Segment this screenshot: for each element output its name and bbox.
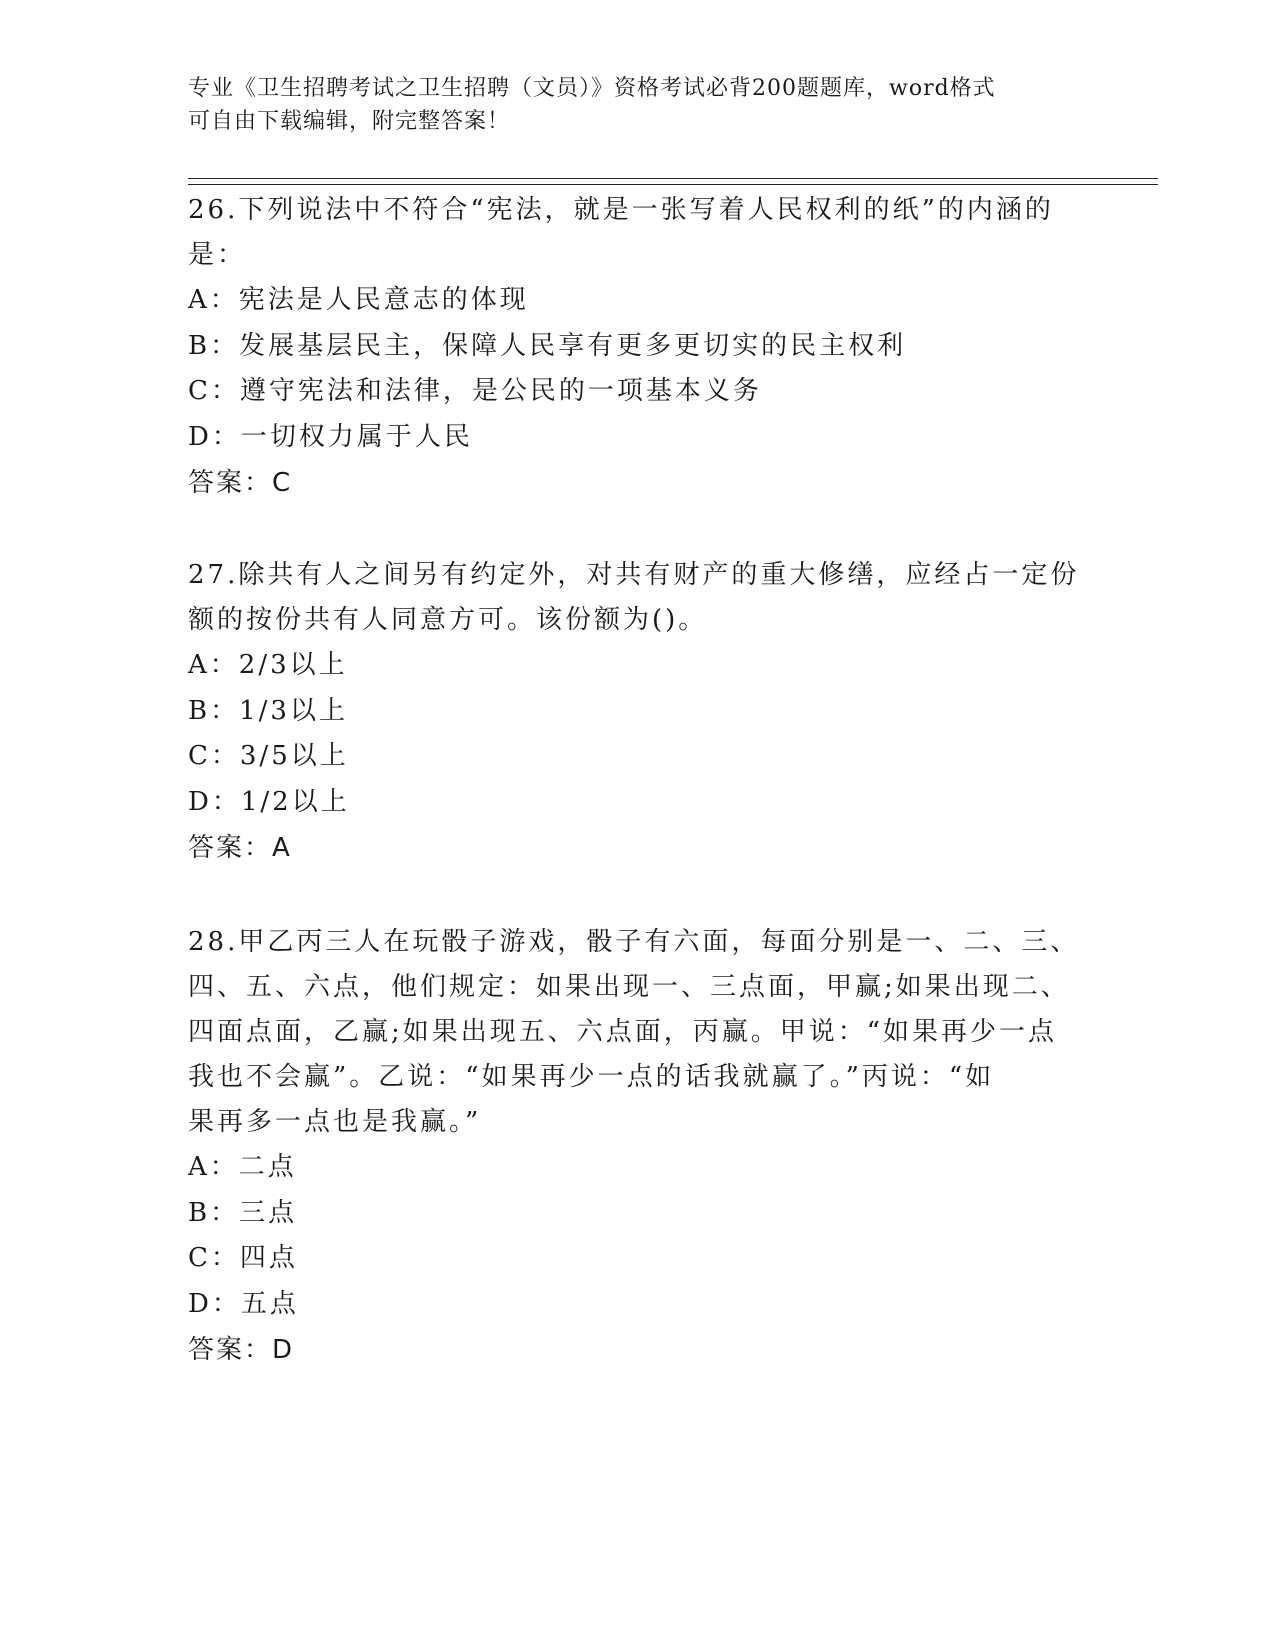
option-d: D：五点	[188, 1288, 299, 1319]
answer-label: 答案：A	[188, 833, 292, 863]
answer-label: 答案：C	[188, 468, 293, 498]
option-c: C：遵守宪法和法律，是公民的一项基本义务	[188, 376, 762, 406]
question-stem-line: 四面点面，乙赢;如果出现五、六点面，丙赢。甲说：“如果再少一点	[188, 1017, 1058, 1047]
question-stem-line: 我也不会赢”。乙说：“如果再少一点的话我就赢了。”丙说：“如	[188, 1062, 995, 1092]
option-d: D：1/2以上	[188, 786, 350, 817]
option-a: A：2/3以上	[188, 650, 348, 680]
question-stem-line: 28.甲乙丙三人在玩骰子游戏，骰子有六面，每面分别是一、二、三、	[188, 927, 1080, 957]
question-stem-line: 27.除共有人之间另有约定外，对共有财产的重大修缮，应经占一定份	[188, 560, 1080, 590]
option-b: B：三点	[188, 1197, 298, 1228]
answer-label: 答案：D	[188, 1335, 295, 1365]
option-c: C：3/5以上	[188, 741, 349, 771]
question-stem-line: 是：	[188, 240, 247, 270]
question-stem-line: 额的按份共有人同意方可。该份额为()。	[188, 605, 708, 635]
question-27	[188, 553, 1088, 871]
header-line-2: 可自由下载编辑，附完整答案！	[188, 109, 511, 134]
option-a: A：二点	[188, 1152, 297, 1182]
option-b: B：1/3以上	[188, 695, 348, 726]
question-26	[188, 188, 1088, 506]
header-line-1: 专业《卫生招聘考试之卫生招聘（文员）》资格考试必背200题题库，word格式	[188, 76, 996, 101]
question-stem-line: 四、五、六点，他们规定：如果出现一、三点面，甲赢;如果出现二、	[188, 972, 1070, 1002]
option-d: D：一切权力属于人民	[188, 421, 473, 452]
question-stem-line: 果再多一点也是我赢。”	[188, 1107, 482, 1137]
option-c: C：四点	[188, 1243, 298, 1273]
question-28	[188, 920, 1088, 1373]
header-divider-top	[188, 178, 1158, 179]
option-b: B：发展基层民主，保障人民享有更多更切实的民主权利	[188, 330, 907, 361]
question-stem-line: 26.下列说法中不符合“宪法，就是一张写着人民权利的纸”的内涵的	[188, 195, 1054, 225]
header-divider-bottom	[188, 184, 1158, 185]
document-header	[188, 72, 1088, 138]
option-a: A：宪法是人民意志的体现	[188, 285, 529, 315]
